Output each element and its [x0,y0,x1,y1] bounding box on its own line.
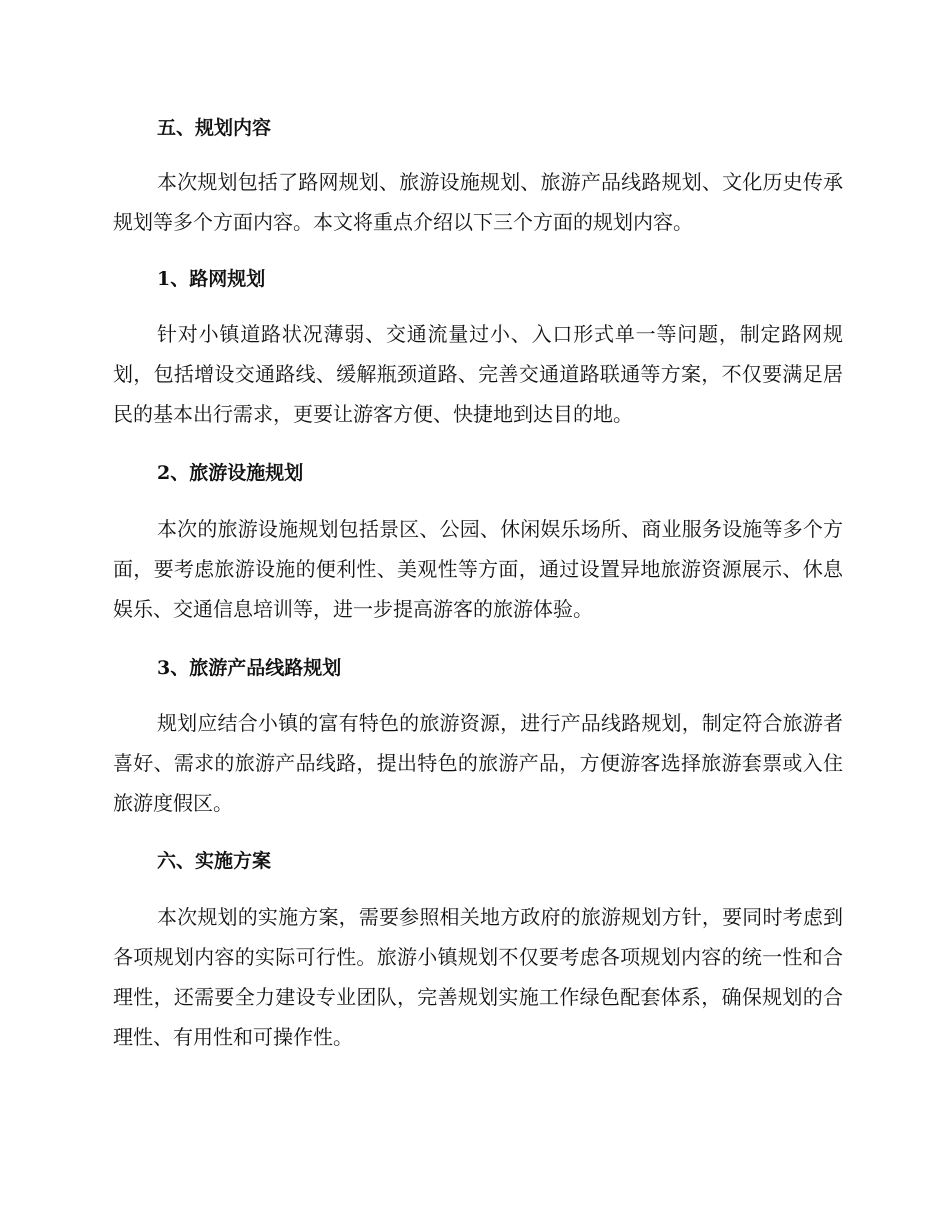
section-heading-tourism-facilities: 2、旅游设施规划 [157,462,304,484]
section-paragraph-road-network [113,314,843,434]
paragraph-text: 本次规划的实施方案，需要参照相关地方政府的旅游规划方针，要同时考虑到各项规划内容的实际可行性。旅游小镇规划不仅要考虑各项规划内容的统一性和合理性，还需要全力建设专业团队，完善规划实施工作绿色配套体系，确保规划的合理性、有用性和可操作性。 [113,905,843,1049]
section-heading-product-routes: 3、旅游产品线路规划 [157,657,342,679]
paragraph-text: 规划应结合小镇的富有特色的旅游资源，进行产品线路规划，制定符合旅游者喜好、需求的旅游产品线路，提出特色的旅游产品，方便游客选择旅游套票或入住旅游度假区。 [113,711,843,815]
paragraph-text: 本次的旅游设施规划包括景区、公园、休闲娱乐场所、商业服务设施等多个方面，要考虑旅游设施的便利性、美观性等方面，通过设置异地旅游资源展示、休息娱乐、交通信息培训等，进一步提高游客的旅游体验。 [113,517,843,621]
section-heading-road-network: 1、路网规划 [157,268,266,290]
section-paragraph-implementation [113,897,843,1057]
section-paragraph-planning-content [113,162,843,242]
section-heading-implementation: 六、实施方案 [157,850,272,872]
section-paragraph-tourism-facilities [113,509,843,629]
section-heading-planning-content: 五、规划内容 [157,117,272,139]
section-paragraph-product-routes [113,703,843,823]
paragraph-text: 针对小镇道路状况薄弱、交通流量过小、入口形式单一等问题，制定路网规划，包括增设交通路线、缓解瓶颈道路、完善交通道路联通等方案，不仅要满足居民的基本出行需求，更要让游客方便、快捷地到达目的地。 [113,322,843,426]
paragraph-text: 本次规划包括了路网规划、旅游设施规划、旅游产品线路规划、文化历史传承规划等多个方面内容。本文将重点介绍以下三个方面的规划内容。 [113,170,843,234]
